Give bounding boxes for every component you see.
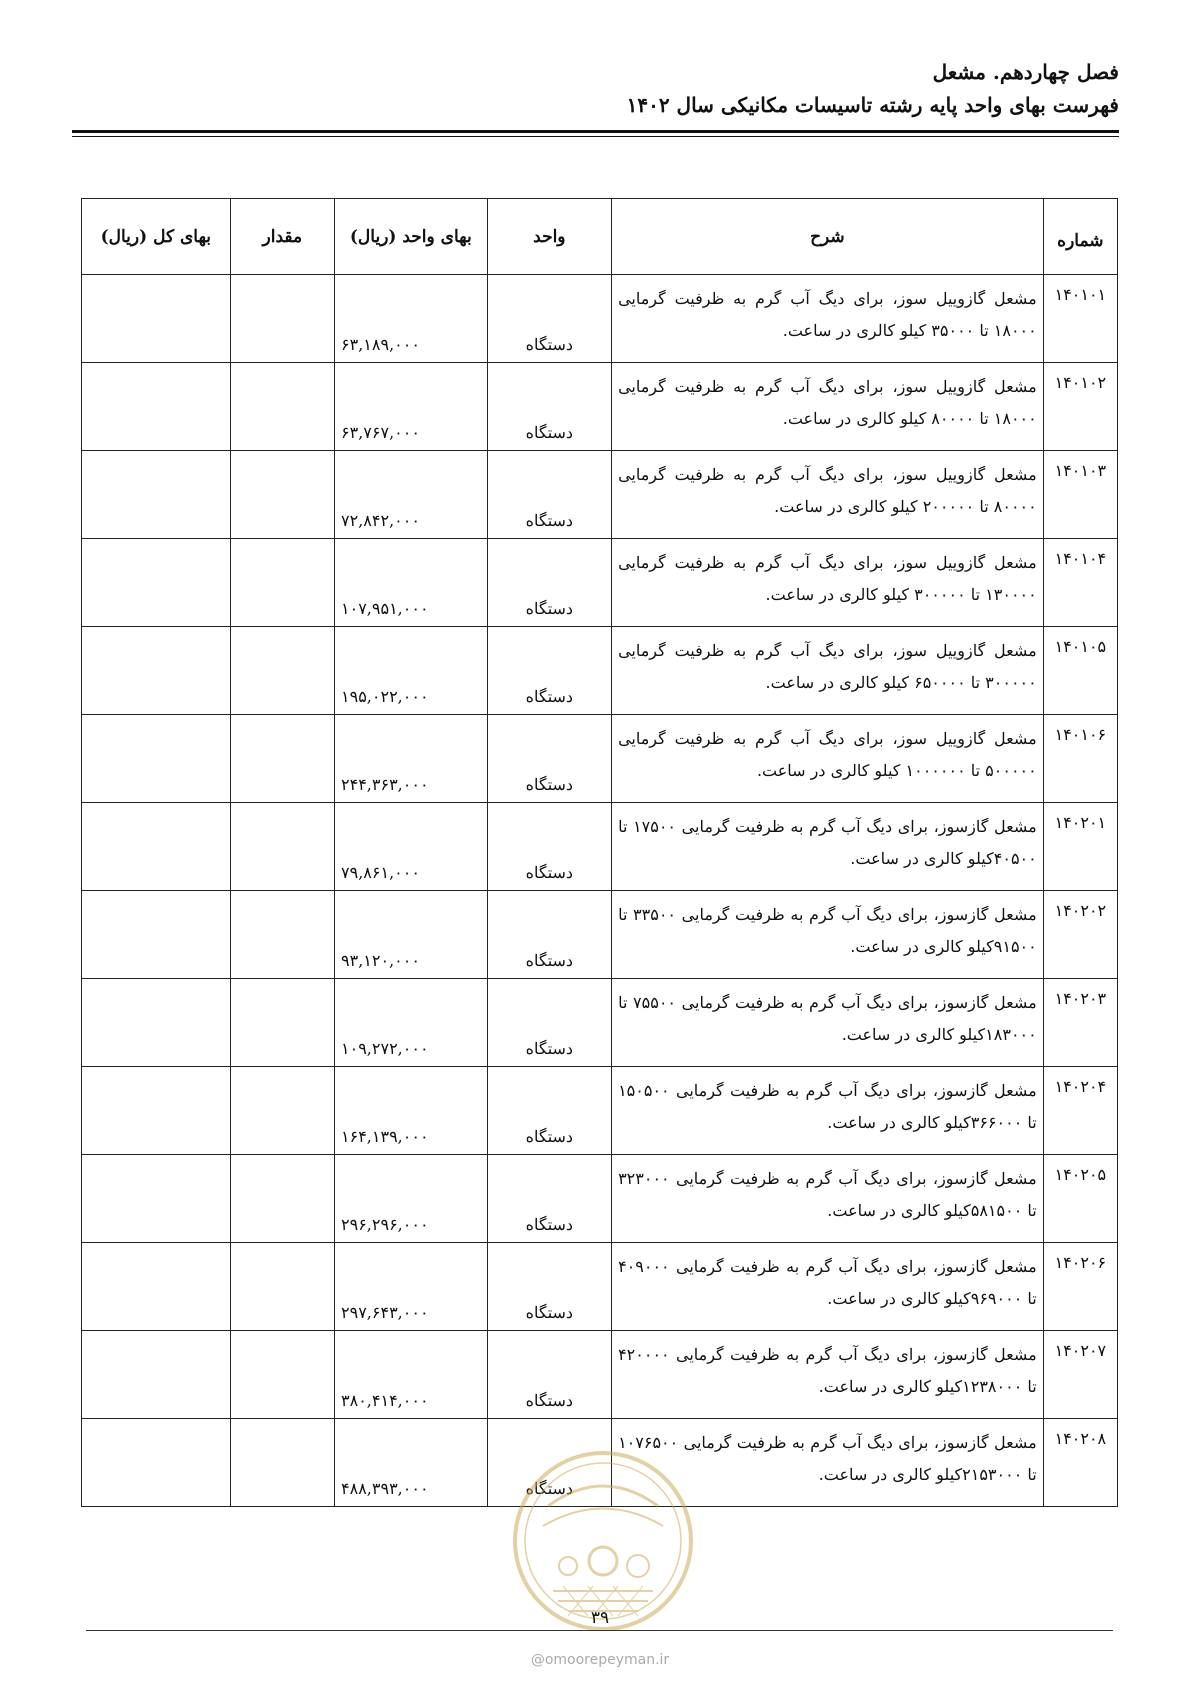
- table-row: [82, 891, 1118, 979]
- row-quantity: [230, 275, 334, 363]
- header-total-price: بهای کل (ریال): [82, 199, 231, 275]
- row-unit-price: ۶۳,۱۸۹,۰۰۰: [335, 275, 488, 363]
- table-row: [82, 1067, 1118, 1155]
- table-row: [82, 275, 1118, 363]
- page-header: [69, 58, 1119, 122]
- row-unit: دستگاه: [487, 627, 611, 715]
- row-unit-price: ۴۸۸,۳۹۳,۰۰۰: [335, 1419, 488, 1507]
- row-total-price: [82, 1067, 231, 1155]
- row-unit-price: ۶۳,۷۶۷,۰۰۰: [335, 363, 488, 451]
- row-unit-price: ۲۹۶,۲۹۶,۰۰۰: [335, 1155, 488, 1243]
- row-unit: دستگاه: [487, 1067, 611, 1155]
- table-row: [82, 715, 1118, 803]
- row-unit: دستگاه: [487, 1243, 611, 1331]
- row-code: ۱۴۰۲۰۳: [1043, 979, 1117, 1067]
- row-code: ۱۴۰۲۰۲: [1043, 891, 1117, 979]
- row-unit: دستگاه: [487, 891, 611, 979]
- row-description: مشعل گازوییل سوز، برای دیگ آب گرم به ظرفیت گرمایی ۱۳۰۰۰۰ تا ۳۰۰۰۰۰ کیلو کالری در ساعت.: [612, 539, 1044, 627]
- row-total-price: [82, 275, 231, 363]
- row-description: مشعل گازسوز، برای دیگ آب گرم به ظرفیت گرمایی ۴۲۰۰۰۰ تا ۱۲۳۸۰۰۰کیلو کالری در ساعت.: [612, 1331, 1044, 1419]
- row-code: ۱۴۰۱۰۲: [1043, 363, 1117, 451]
- row-quantity: [230, 1155, 334, 1243]
- row-code: ۱۴۰۲۰۶: [1043, 1243, 1117, 1331]
- row-unit-price: ۱۶۴,۱۳۹,۰۰۰: [335, 1067, 488, 1155]
- table-row: [82, 363, 1118, 451]
- row-unit: دستگاه: [487, 451, 611, 539]
- row-unit-price: ۹۳,۱۲۰,۰۰۰: [335, 891, 488, 979]
- row-code: ۱۴۰۱۰۴: [1043, 539, 1117, 627]
- row-total-price: [82, 363, 231, 451]
- row-unit-price: ۷۹,۸۶۱,۰۰۰: [335, 803, 488, 891]
- row-unit: دستگاه: [487, 803, 611, 891]
- row-unit: دستگاه: [487, 1155, 611, 1243]
- table-row: [82, 451, 1118, 539]
- header-unit-price: بهای واحد (ریال): [335, 199, 488, 275]
- row-description: مشعل گازسوز، برای دیگ آب گرم به ظرفیت گرمایی ۳۲۳۰۰۰ تا ۵۸۱۵۰۰کیلو کالری در ساعت.: [612, 1155, 1044, 1243]
- header-description: شرح: [612, 199, 1044, 275]
- row-unit-price: ۳۸۰,۴۱۴,۰۰۰: [335, 1331, 488, 1419]
- row-total-price: [82, 627, 231, 715]
- header-quantity: مقدار: [230, 199, 334, 275]
- table-row: [82, 979, 1118, 1067]
- row-code: ۱۴۰۱۰۳: [1043, 451, 1117, 539]
- row-total-price: [82, 803, 231, 891]
- row-description: مشعل گازسوز، برای دیگ آب گرم به ظرفیت گرمایی ۴۰۹۰۰۰ تا ۹۶۹۰۰۰کیلو کالری در ساعت.: [612, 1243, 1044, 1331]
- row-description: مشعل گازسوز، برای دیگ آب گرم به ظرفیت گرمایی ۷۵۵۰۰ تا ۱۸۳۰۰۰کیلو کالری در ساعت.: [612, 979, 1044, 1067]
- row-unit-price: ۱۰۷,۹۵۱,۰۰۰: [335, 539, 488, 627]
- header-rule-thin: [72, 136, 1119, 137]
- footer-rule: [86, 1630, 1113, 1631]
- row-unit: دستگاه: [487, 539, 611, 627]
- table-row: [82, 1331, 1118, 1419]
- row-code: ۱۴۰۲۰۴: [1043, 1067, 1117, 1155]
- row-description: مشعل گازسوز، برای دیگ آب گرم به ظرفیت گرمایی ۳۳۵۰۰ تا ۹۱۵۰۰کیلو کالری در ساعت.: [612, 891, 1044, 979]
- row-code: ۱۴۰۲۰۱: [1043, 803, 1117, 891]
- row-unit-price: ۲۴۴,۳۶۳,۰۰۰: [335, 715, 488, 803]
- row-quantity: [230, 363, 334, 451]
- row-unit: دستگاه: [487, 715, 611, 803]
- row-description: مشعل گازسوز، برای دیگ آب گرم به ظرفیت گرمایی ۱۰۷۶۵۰۰ تا ۲۱۵۳۰۰۰کیلو کالری در ساعت.: [612, 1419, 1044, 1507]
- row-unit: دستگاه: [487, 979, 611, 1067]
- row-total-price: [82, 891, 231, 979]
- page-number: ۳۹: [590, 1608, 610, 1628]
- row-quantity: [230, 451, 334, 539]
- row-total-price: [82, 539, 231, 627]
- row-description: مشعل گازوییل سوز، برای دیگ آب گرم به ظرفیت گرمایی ۱۸۰۰۰ تا ۳۵۰۰۰ کیلو کالری در ساعت.: [612, 275, 1044, 363]
- chapter-title: فصل چهاردهم. مشعل: [932, 60, 1119, 84]
- row-quantity: [230, 715, 334, 803]
- table-row: [82, 627, 1118, 715]
- row-total-price: [82, 1243, 231, 1331]
- table-row: [82, 803, 1118, 891]
- row-code: ۱۴۰۱۰۶: [1043, 715, 1117, 803]
- price-table: [81, 198, 1118, 1507]
- row-quantity: [230, 891, 334, 979]
- row-unit: دستگاه: [487, 1419, 611, 1507]
- row-quantity: [230, 1243, 334, 1331]
- row-total-price: [82, 451, 231, 539]
- row-description: مشعل گازوییل سوز، برای دیگ آب گرم به ظرفیت گرمایی ۵۰۰۰۰۰ تا ۱۰۰۰۰۰۰ کیلو کالری در ساعت.: [612, 715, 1044, 803]
- document-title: فهرست بهای واحد پایه رشته تاسیسات مکانیکی سال ۱۴۰۲: [626, 93, 1119, 117]
- row-quantity: [230, 1067, 334, 1155]
- row-unit-price: ۱۹۵,۰۲۲,۰۰۰: [335, 627, 488, 715]
- header-rule-thick: [72, 130, 1119, 133]
- row-total-price: [82, 1155, 231, 1243]
- website-watermark: @omoorepeyman.ir: [530, 1652, 670, 1668]
- header-code: شماره: [1043, 199, 1117, 275]
- row-code: ۱۴۰۱۰۵: [1043, 627, 1117, 715]
- row-unit: دستگاه: [487, 363, 611, 451]
- table-row: [82, 1155, 1118, 1243]
- row-total-price: [82, 979, 231, 1067]
- row-code: ۱۴۰۱۰۱: [1043, 275, 1117, 363]
- row-code: ۱۴۰۲۰۷: [1043, 1331, 1117, 1419]
- table-row: [82, 1243, 1118, 1331]
- table-header-row: [82, 199, 1118, 275]
- row-quantity: [230, 1331, 334, 1419]
- row-unit: دستگاه: [487, 1331, 611, 1419]
- row-quantity: [230, 539, 334, 627]
- row-unit-price: ۷۲,۸۴۲,۰۰۰: [335, 451, 488, 539]
- row-quantity: [230, 803, 334, 891]
- row-quantity: [230, 979, 334, 1067]
- row-total-price: [82, 1331, 231, 1419]
- row-total-price: [82, 1419, 231, 1507]
- table-row: [82, 539, 1118, 627]
- row-total-price: [82, 715, 231, 803]
- row-quantity: [230, 627, 334, 715]
- row-description: مشعل گازسوز، برای دیگ آب گرم به ظرفیت گرمایی ۱۷۵۰۰ تا ۴۰۵۰۰کیلو کالری در ساعت.: [612, 803, 1044, 891]
- row-unit: دستگاه: [487, 275, 611, 363]
- row-quantity: [230, 1419, 334, 1507]
- header-unit: واحد: [487, 199, 611, 275]
- row-code: ۱۴۰۲۰۸: [1043, 1419, 1117, 1507]
- row-description: مشعل گازوییل سوز، برای دیگ آب گرم به ظرفیت گرمایی ۳۰۰۰۰۰ تا ۶۵۰۰۰۰ کیلو کالری در ساعت.: [612, 627, 1044, 715]
- row-description: مشعل گازوییل سوز، برای دیگ آب گرم به ظرفیت گرمایی ۸۰۰۰۰ تا ۲۰۰۰۰۰ کیلو کالری در ساعت.: [612, 451, 1044, 539]
- row-unit-price: ۲۹۷,۶۴۳,۰۰۰: [335, 1243, 488, 1331]
- row-code: ۱۴۰۲۰۵: [1043, 1155, 1117, 1243]
- row-description: مشعل گازوییل سوز، برای دیگ آب گرم به ظرفیت گرمایی ۱۸۰۰۰ تا ۸۰۰۰۰ کیلو کالری در ساعت.: [612, 363, 1044, 451]
- row-description: مشعل گازسوز، برای دیگ آب گرم به ظرفیت گرمایی ۱۵۰۵۰۰ تا ۳۶۶۰۰۰کیلو کالری در ساعت.: [612, 1067, 1044, 1155]
- row-unit-price: ۱۰۹,۲۷۲,۰۰۰: [335, 979, 488, 1067]
